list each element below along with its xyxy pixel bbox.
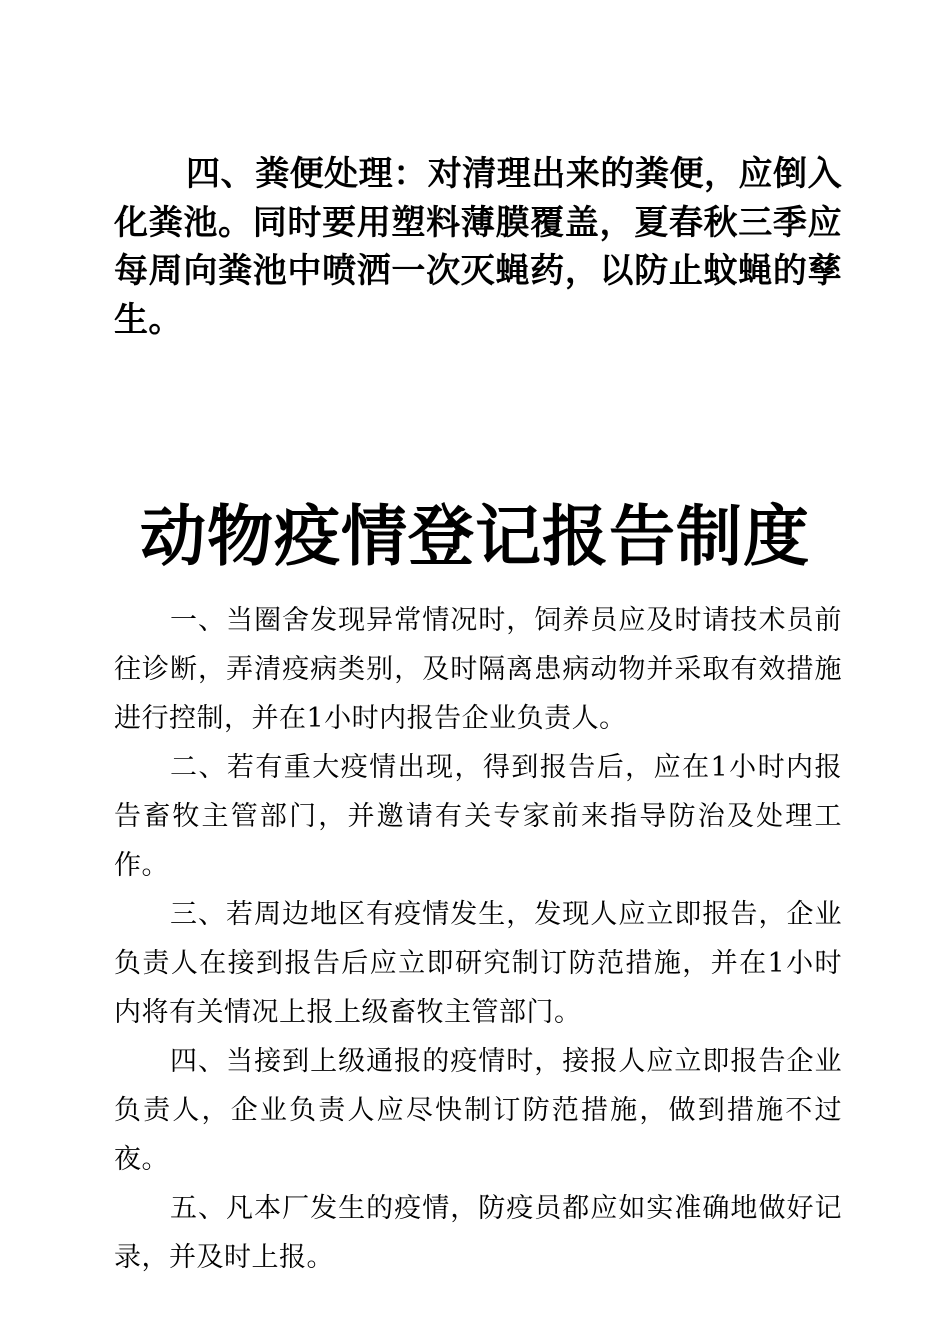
document-title: 动物疫情登记报告制度: [140, 498, 810, 575]
rule-paragraph-5: 五、凡本厂发生的疫情，防疫员都应如实准确地做好记录，并及时上报。: [114, 1193, 842, 1273]
rule-paragraph-1: 一、当圈舍发现异常情况时，饲养员应及时请技术员前往诊断，弄清疫病类别，及时隔离患病动物并采取有效措施进行控制，并在1小时内报告企业负责人。: [114, 605, 842, 734]
rule-paragraph-3: 三、若周边地区有疫情发生，发现人应立即报告，企业负责人在接到报告后应立即研究制订防范措施，并在1小时内将有关情况上报上级畜牧主管部门。: [114, 899, 842, 1028]
rule-paragraph-2: 二、若有重大疫情出现，得到报告后，应在1小时内报告畜牧主管部门，并邀请有关专家前来指导防治及处理工作。: [114, 752, 842, 881]
intro-paragraph: 四、粪便处理：对清理出来的粪便，应倒入化粪池。同时要用塑料薄膜覆盖，夏春秋三季应每周向粪池中喷洒一次灭蝇药，以防止蚊蝇的孳生。: [114, 154, 842, 340]
rule-paragraph-4: 四、当接到上级通报的疫情时，接报人应立即报告企业负责人，企业负责人应尽快制订防范措施，做到措施不过夜。: [114, 1046, 842, 1175]
rules-list: [114, 596, 842, 1282]
